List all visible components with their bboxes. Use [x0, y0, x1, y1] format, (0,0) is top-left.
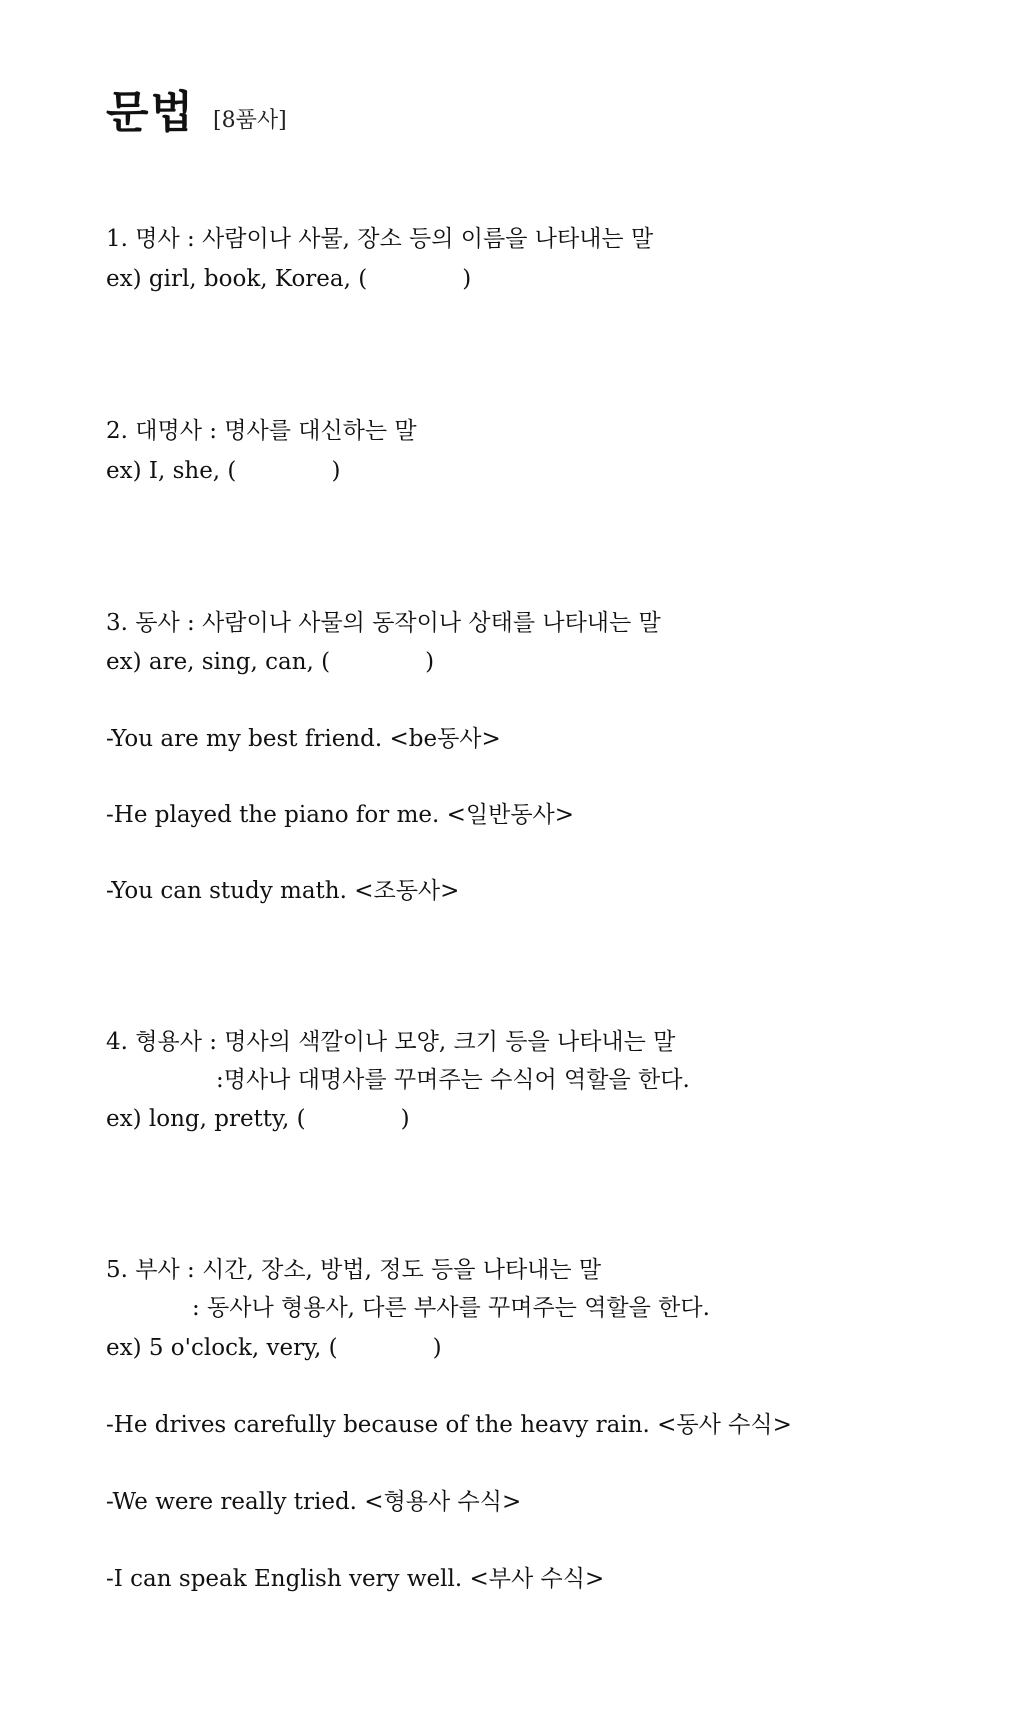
section-5-example: ex) 5 o'clock, very, ( ): [106, 1335, 442, 1361]
section-3-sentence-2: -He played the piano for me. <일반동사>: [106, 802, 575, 828]
section-3-sentence-3: -You can study math. <조동사>: [106, 878, 460, 904]
section-4-heading: 4. 형용사 : 명사의 색깔이나 모양, 크기 등을 나타내는 말: [106, 1029, 676, 1055]
section-5-sentence-2: -We were really tried. <형용사 수식>: [106, 1489, 522, 1515]
section-5-sentence-1: -He drives carefully because of the heavy rain. <동사 수식>: [106, 1412, 792, 1438]
section-4-note: :명사나 대명사를 꾸며주는 수식어 역할을 한다.: [216, 1067, 690, 1093]
section-2-heading: 2. 대명사 : 명사를 대신하는 말: [106, 418, 417, 444]
title-block: [106, 76, 287, 140]
section-4-example: ex) long, pretty, ( ): [106, 1106, 410, 1132]
section-5-note: : 동사나 형용사, 다른 부사를 꾸며주는 역할을 한다.: [192, 1295, 710, 1321]
section-3-sentence-1: -You are my best friend. <be동사>: [106, 726, 501, 752]
section-1-heading: 1. 명사 : 사람이나 사물, 장소 등의 이름을 나타내는 말: [106, 226, 654, 252]
section-5-heading: 5. 부사 : 시간, 장소, 방법, 정도 등을 나타내는 말: [106, 1257, 602, 1283]
page-title: 문법: [106, 87, 196, 138]
section-3-heading: 3. 동사 : 사람이나 사물의 동작이나 상태를 나타내는 말: [106, 610, 661, 636]
section-3-example: ex) are, sing, can, ( ): [106, 649, 435, 675]
section-5-sentence-3: -I can speak English very well. <부사 수식>: [106, 1566, 605, 1592]
section-2-example: ex) I, she, ( ): [106, 458, 341, 484]
section-1-example: ex) girl, book, Korea, ( ): [106, 266, 472, 292]
page-subtitle: [8품사]: [213, 108, 287, 133]
